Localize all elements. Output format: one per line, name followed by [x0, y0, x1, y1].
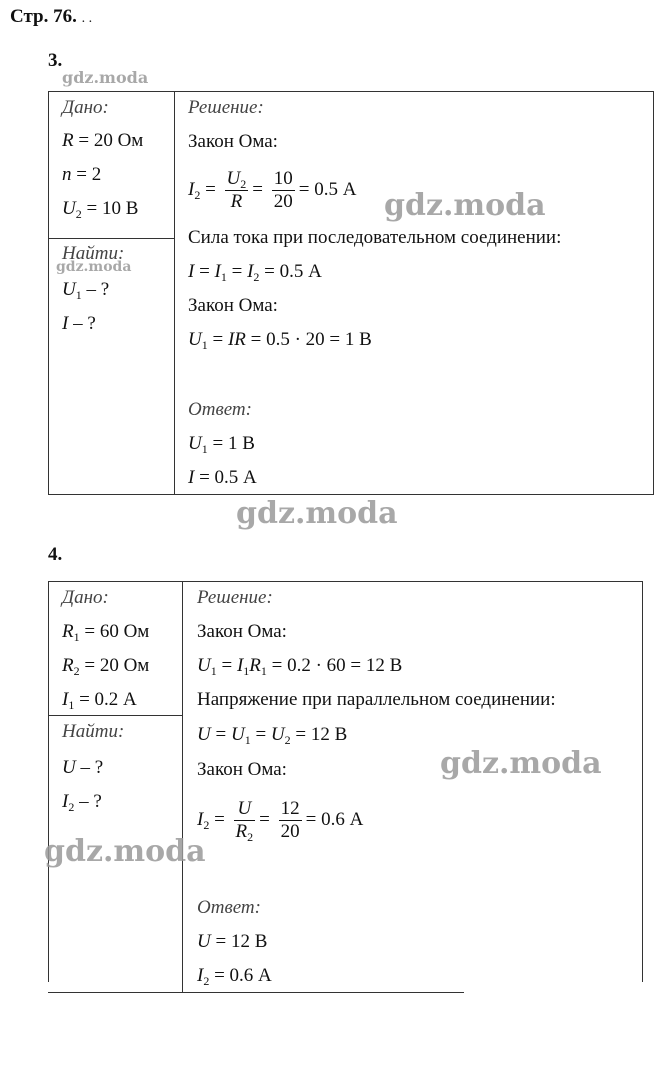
given-title: Дано: — [62, 587, 109, 608]
given-title: Дано: — [62, 97, 109, 118]
find-item: $I_2$ – ? — [62, 791, 102, 814]
fraction: $\frac{12}{20}$ — [280, 798, 300, 843]
page-label — [10, 6, 92, 28]
ohm-law-label: Закон Ома: — [188, 131, 278, 152]
answer-item: $I_2 = 0.6$ А — [197, 965, 272, 988]
find-title: Найти: — [62, 721, 125, 742]
series-current-equation: $I = I_1 = I_2 = 0.5$ А — [188, 261, 322, 284]
answer-item: $U_1 = 1$ В — [188, 433, 255, 456]
problem-3-number: 3. — [48, 50, 63, 71]
watermark-large: gdz.moda — [44, 834, 206, 869]
ohm-law-label: Закон Ома: — [197, 621, 287, 642]
solution-title: Решение: — [197, 587, 273, 608]
answer-title: Ответ: — [197, 897, 261, 918]
fraction: $\frac{U_2}{R}$ — [226, 168, 247, 213]
answer-item: U = 12 В — [197, 931, 268, 952]
watermark-small: gdz.moda — [56, 259, 132, 275]
watermark-small: gdz.moda — [62, 68, 149, 87]
given-item: $R_2 = 20$ Ом — [62, 655, 150, 678]
given-item: $U_2 = 10$ В — [62, 198, 139, 221]
fraction: $\frac{U}{R_2}$ — [235, 798, 254, 845]
watermark-large: gdz.moda — [440, 746, 602, 781]
voltage-equation: $U_1$ = IR = 0.5 · 20 = 1 В — [188, 329, 372, 352]
find-item: U – ? — [62, 757, 104, 778]
find-item: I – ? — [62, 313, 96, 334]
problem-4-given-separator — [48, 715, 182, 716]
given-item: $I_1 = 0.2$ А — [62, 689, 137, 712]
given-item: $R_1 = 60$ Ом — [62, 621, 150, 644]
given-item: R = 20 Ом — [62, 130, 144, 151]
ohm-law-label-2: Закон Ома: — [188, 295, 278, 316]
problem-4-bottom-line — [48, 992, 464, 993]
series-current-text: Сила тока при последовательном соединении: — [188, 227, 562, 248]
problem-3-given-separator — [48, 238, 174, 239]
answer-item: I = 0.5 А — [188, 467, 257, 488]
find-item: $U_1$ – ? — [62, 279, 110, 302]
given-item: n = 2 — [62, 164, 102, 185]
fraction: $\frac{10}{20}$ — [273, 168, 293, 213]
ohm-law-equation: $I_2$ = $\frac{U_2}{R}$ = $\frac{10}{20}$ = 0.5 А — [188, 168, 357, 213]
problem-4-divider — [182, 581, 183, 993]
parallel-voltage-text: Напряжение при параллельном соединении: — [197, 689, 556, 710]
current-equation: $I_2$ = $\frac{U}{R_2}$ = $\frac{12}{20}$ = 0.6 А — [197, 798, 364, 845]
parallel-voltage-equation: $U = U_1 = U_2 = 12$ В — [197, 724, 348, 747]
page-label-dots: . . — [81, 11, 93, 26]
watermark-large: gdz.moda — [384, 188, 546, 223]
problem-4-number: 4. — [48, 544, 63, 565]
solution-title: Решение: — [188, 97, 264, 118]
ohm-law-label-2: Закон Ома: — [197, 759, 287, 780]
page-number: Стр. 76. — [10, 6, 77, 27]
problem-3-divider — [174, 91, 175, 494]
voltage-equation: $U_1 = I_1R_1 = 0.2 \cdot 60 = 12$ В — [197, 655, 403, 678]
watermark-large: gdz.moda — [236, 496, 398, 531]
answer-title: Ответ: — [188, 399, 252, 420]
find-title: Найти: — [62, 243, 125, 264]
